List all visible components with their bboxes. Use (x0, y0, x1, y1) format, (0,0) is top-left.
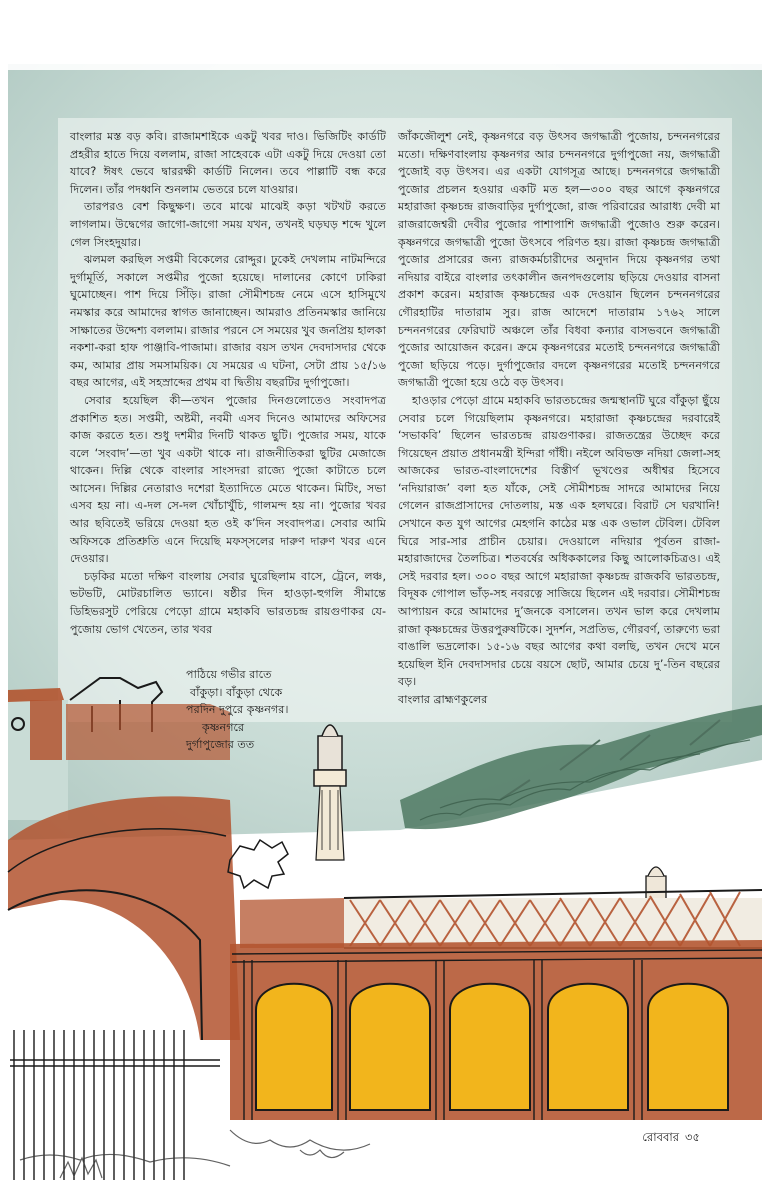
page-number: ৩৫ (685, 1130, 700, 1144)
article-column-right (398, 128, 720, 709)
paragraph: হাওড়ার পেড়ো গ্রামে মহাকবি ভারতচন্দ্রের জন্মস্থানটি ঘুরে বাঁকুড়া ছুঁয়ে সেবার চলে গিয়েছিলাম কৃষ্ণনগরে। মহারাজা কৃষ্ণচন্দ্রের দরবারেই ‘সভাকবি’ ছিলেন ভারতচন্দ্র রায়গুণাকর। রাজতন্ত্রের উচ্ছেদ করে গিয়েছেন প্রয়াত প্রধানমন্ত্রী ইন্দিরা গাঁধী। নইলে অবিভক্ত নদিয়া জেলা-সহ আজকের ভারত-বাংলাদেশের বিস্তীর্ণ ভূখণ্ডের অধীশ্বর হিসেবে ‘নদিয়ারাজ’ বলা হত যাঁকে, সেই সৌমীশচন্দ্র সাদরে আমাদের নিয়ে গেলেন রাজপ্রাসাদের দোতলায়, মস্ত এক হলঘরে। বিরাট সে ঘরখানি! সেখানে কত যুগ আগের মেহগনি কাঠের মস্ত এক ওভাল টেবিল। টেবিল ঘিরে সার-সার প্রাচীন চেয়ার। দেওয়ালে নদিয়ার পূর্বতন রাজা-মহারাজাদের তৈলচিত্র। শতবর্ষের অধিককালের কিছু আলোকচিত্রও। এই সেই দরবার হল। ৩০০ বছর আগে মহারাজা কৃষ্ণচন্দ্র রাজকবি ভারতচন্দ্র, বিদূষক গোপাল ভাঁড়-সহ নবরত্নে সাজিয়ে ছিলেন এই দরবার। সৌমীশচন্দ্র আপ্যায়ন করে আমাদের দু’জনকে বসালেন। তখন ভাল করে দেখলাম রাজা কৃষ্ণচন্দ্রের উত্তরপুরুষটিকে। সুদর্শন, সপ্রতিভ, গৌরবর্ণ, তারুণ্যে ভরা বাঙালি ভদ্রলোক। ১৫-১৬ বছর আগের কথা বলছি, তখন দেখে মনে হয়েছিল ইনি দেবদাসদার চেয়ে বয়সে ছোট, আমার চেয়ে দু’-তিন বছরের বড়। (398, 393, 720, 689)
text-line: পরদিন দুপুরে কৃষ্ণনগর। (186, 703, 289, 717)
text-line: পাঠিয়ে গভীর রাতে (186, 668, 272, 681)
paragraph: বাংলার ব্রাহ্মণকুলের (398, 693, 488, 706)
paragraph: তারপরও বেশ কিছুক্ষণ। তবে মাঝে মাঝেই কড়া খটখট করতে লাগলাম। উদ্বেগের জাগো-জাগো সময় যখন, তখনই ঘড়ঘড় শব্দে খুলে গেল সিংহদুয়ার। (70, 200, 386, 249)
text-line: কৃষ্ণনগরে (202, 720, 245, 734)
article-column-left (70, 128, 386, 638)
yellow-arches (256, 984, 728, 1110)
text-line: বাঁকুড়া। বাঁকুড়া থেকে (190, 685, 283, 699)
paragraph: ঝলমল করছিল সপ্তমী বিকেলের রোদ্দুর। ঢুকেই দেখলাম নাটমন্দিরে দুর্গামূর্তি, সকালে সপ্তমীর পুজো হয়েছে। দালানের কোণে ঢাকিরা ঘুমোচ্ছেন। পাশ দিয়ে সিঁড়ি। রাজা সৌমীশচন্দ্র নেমে এসে হাসিমুখে নমস্কার করে আমাদের স্বাগত জানাচ্ছেন। আমরাও প্রতিনমস্কার জানিয়ে সাক্ষাতের উদ্দেশ্য বললাম। রাজার পরনে সে সময়ের খুব জনপ্রিয় হালকা নকশা-করা হাফ পাঞ্জাবি-পাজামা। রাজার বয়স তখন দেবদাসদার থেকে কম, আমার প্রায় সমসাময়িক। যে সময়ের এ ঘটনা, সেটা প্রায় ১৫/১৬ বছর আগের, এই সহস্রাব্দের প্রথম বা দ্বিতীয় বছরটির দুর্গাপুজো। (70, 253, 386, 390)
paragraph: বাংলার মস্ত বড় কবি। রাজামশাইকে একটু খবর দাও। ভিজিটিং কার্ডটি প্রহরীর হাতে দিয়ে বললাম, রাজা সাহেবকে এটা একটু দিয়ে দেওয়া তো যাবে? ঈষৎ ভেবে দ্বাররক্ষী কার্ডটি নিলেন। তবে পাল্লাটি বন্ধ করে দিলেন। তাঁর পদধ্বনি শুনলাম ভেতরে চলে যাওয়ার। (70, 130, 386, 196)
magazine-name: রোববার (642, 1130, 680, 1144)
indented-text-block (186, 666, 288, 754)
page-footer (642, 1129, 700, 1148)
paragraph: সেবার হয়েছিল কী—তখন পুজোর দিনগুলোতেও সংবাদপত্র প্রকাশিত হত। সপ্তমী, অষ্টমী, নবমী এসব দিনেও আমাদের অফিসের কাজ করতে হত। শুধু দশমীর দিনটি থাকত ছুটি। পুজোর সময়, যাকে বলে ‘সংবাদ’—তা খুব একটা থাকে না। রাজনীতিকরা ছুটির মেজাজে থাকেন। দিল্লি থেকে বাংলার সাংসদরা রাজ্যে পুজো কাটাতে চলে আসেন। দিল্লির নেতারাও দশেরা ইত্যাদিতে মেতে থাকেন। মিটিং, সভা এসব হয় না। এ-দল সে-দল খোঁচাখুঁচি, গালমন্দ হয় না। পুজোর খবর আর ছবিতেই ভরিয়ে দেওয়া হত ওই ক’দিন সংবাদপত্র। সেবার আমি অফিসকে প্রতিশ্রুতি এনে দিয়েছি মফস্সলের দারুণ দারুণ খবর এনে দেওয়ার। (70, 393, 386, 566)
text-line: দুর্গাপুজোর তত (186, 738, 255, 752)
paragraph: চড়কির মতো দক্ষিণ বাংলায় সেবার ঘুরেছিলাম বাসে, ট্রেনে, লঞ্চ, ভটভটি, মোটরচালিত ভ্যানে। ষষ্ঠীর দিন হাওড়া-হুগলি সীমান্তে ডিহিভরসুট পেরিয়ে পেড়ো গ্রামে মহাকবি ভারতচন্দ্র রায়গুণাকর যে-পুজোয় ভোগ খেতেন, তার খবর (70, 569, 386, 636)
lattice-band (344, 890, 762, 948)
paragraph: জাঁকজৌলুশ নেই, কৃষ্ণনগরে বড় উৎসব জগদ্ধাত্রী পুজোয়, চন্দননগরের মতো। দক্ষিণবাংলায় কৃষ্ণনগর আর চন্দননগরে দুর্গাপুজো নয়, জগদ্ধাত্রী পুজোই বড় উৎসব। এর একটা যোগসূত্র আছে। চন্দননগরে জগদ্ধাত্রী পুজোর প্রচলন হওয়ার একটি মত হল—৩০০ বছর আগে কৃষ্ণনগরে মহারাজা কৃষ্ণচন্দ্র রাজবাড়ির দুর্গাপুজো, রাজ পরিবারের আরাধ্য দেবী মা রাজরাজেশ্বরী দেবীর পুজোর পাশাপাশি জগদ্ধাত্রী পুজোও শুরু করেন। কৃষ্ণনগরে জগদ্ধাত্রী পুজো উৎসবে পরিণত হয়। রাজা কৃষ্ণচন্দ্র জগদ্ধাত্রী পুজোর প্রসারের জন্য রাজকর্মচারীদের অনুদান দিয়ে কৃষ্ণনগর তথা নদিয়ার বাইরে বাংলার তৎকালীন জনপদগুলোয় ছড়িয়ে দেওয়ার বাসনা প্রকাশ করেন। মহারাজ কৃষ্ণচন্দ্রের এক দেওয়ান ছিলেন চন্দননগরের গৌরহাটির দাতারাম সুর। রাজ আদেশে দাতারাম ১৭৬২ সালে চন্দননগরের ফেরিঘাট অঞ্চলে তাঁর বিধবা কন্যার বাসভবনে জগদ্ধাত্রী পুজোর আয়োজন করেন। ক্রমে কৃষ্ণনগরের মতোই চন্দননগরে জগদ্ধাত্রী পুজো ছড়িয়ে পড়ে। দুর্গাপুজোর বদলে কৃষ্ণনগরের মতোই চন্দননগরে জগদ্ধাত্রী পুজো হয়ে ওঠে বড় উৎসব। (398, 130, 720, 390)
